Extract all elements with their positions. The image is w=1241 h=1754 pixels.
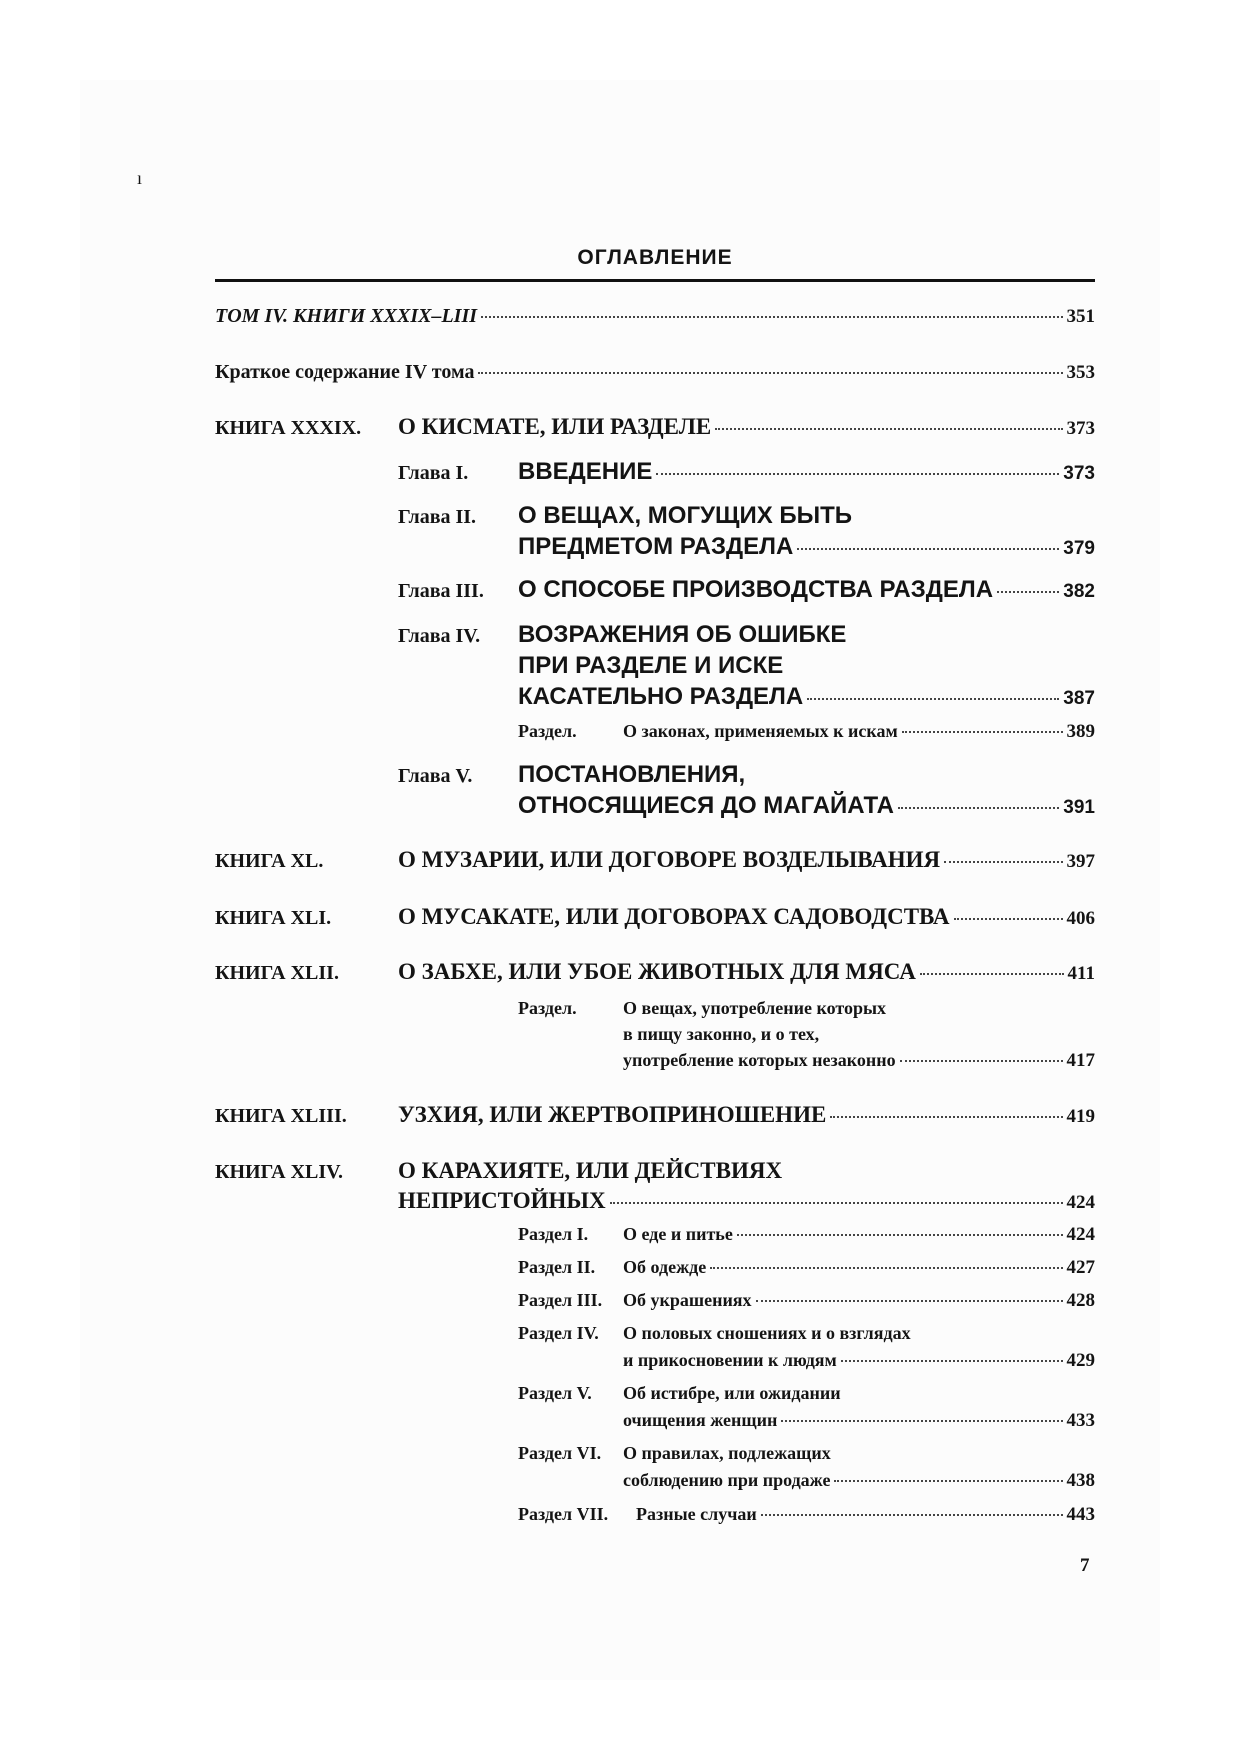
page-ref: 382 [1063, 581, 1095, 602]
page-ref: 424 [1066, 1192, 1095, 1213]
page-ref: 443 [1066, 1504, 1095, 1525]
leader-dots [997, 591, 1059, 593]
book-label: КНИГА XLII. [215, 962, 339, 984]
book-label: КНИГА XXXIX. [215, 417, 362, 439]
section-label: Раздел II. [518, 1257, 596, 1277]
section-title-line: О вещах, употребление которых [623, 998, 887, 1018]
stray-mark: ı [137, 168, 143, 188]
toc-entry-volume[interactable] [215, 305, 1095, 328]
page-ref: 389 [1066, 721, 1095, 742]
section-label: Раздел. [518, 721, 577, 741]
chapter-title: КАСАТЕЛЬНО РАЗДЕЛА [518, 683, 804, 710]
page-ref: 433 [1066, 1410, 1095, 1431]
page-ref: 397 [1066, 851, 1095, 872]
chapter-label: Глава II. [398, 506, 477, 528]
chapter-label: Глава I. [398, 462, 469, 484]
book-title: О МУСАКАТЕ, ИЛИ ДОГОВОРАХ САДОВОДСТВА [398, 904, 950, 929]
leader-dots [781, 1420, 1062, 1422]
section-title: Об украшениях [623, 1290, 752, 1310]
leader-dots [900, 1060, 1063, 1062]
toc-entry-section[interactable] [623, 1350, 1095, 1372]
chapter-label: Глава V. [398, 765, 473, 787]
page-ref: 379 [1063, 538, 1095, 559]
toc-entry-section[interactable] [623, 1257, 1095, 1279]
chapter-title-line: ВОЗРАЖЕНИЯ ОБ ОШИБКЕ [518, 621, 847, 648]
section-label: Раздел. [518, 998, 577, 1018]
page-ref: 417 [1066, 1050, 1095, 1071]
toc-entry-book41[interactable] [398, 904, 1095, 930]
section-title: Об одежде [623, 1257, 707, 1277]
book-label: КНИГА XL. [215, 850, 324, 872]
toc-entry-chapter-2[interactable] [518, 533, 1095, 561]
volume-title: ТОМ IV. КНИГИ XXXIX–LIII [215, 305, 478, 327]
title-rule [215, 279, 1095, 282]
section-title: очищения женщин [623, 1410, 778, 1430]
leader-dots [478, 372, 1062, 374]
chapter-title-line: ПРИ РАЗДЕЛЕ И ИСКЕ [518, 652, 784, 679]
page-ref: 429 [1066, 1350, 1095, 1371]
section-title-line: Об истибре, или ожидании [623, 1383, 841, 1403]
section-label: Раздел III. [518, 1290, 603, 1310]
book-label: КНИГА XLI. [215, 907, 332, 929]
page-ref: 391 [1063, 797, 1095, 818]
page-ref: 351 [1066, 306, 1095, 327]
page-ref: 411 [1067, 963, 1095, 984]
toc-entry-section[interactable] [623, 1224, 1095, 1246]
section-label: Раздел IV. [518, 1323, 599, 1343]
leader-dots [761, 1514, 1063, 1516]
toc-entry-summary[interactable] [215, 361, 1095, 384]
section-label: Раздел VII. [518, 1504, 609, 1524]
toc-entry-chapter-1[interactable] [518, 458, 1095, 486]
section-title: употребление которых незаконно [623, 1050, 896, 1070]
leader-dots [756, 1300, 1063, 1302]
leader-dots [834, 1480, 1062, 1482]
book-label: КНИГА XLIV. [215, 1161, 344, 1183]
leader-dots [954, 918, 1063, 920]
section-label: Раздел I. [518, 1224, 589, 1244]
toc-entry-book40[interactable] [398, 847, 1095, 873]
toc-entry-chapter-5[interactable] [518, 792, 1095, 820]
chapter-label: Глава III. [398, 580, 484, 602]
leader-dots [920, 973, 1064, 975]
toc-entry-book39[interactable] [398, 414, 1095, 440]
leader-dots [898, 807, 1059, 809]
chapter-title: ВВЕДЕНИЕ [518, 458, 653, 485]
chapter-title: ПРЕДМЕТОМ РАЗДЕЛА [518, 533, 794, 560]
leader-dots [656, 473, 1059, 475]
book-title: НЕПРИСТОЙНЫХ [398, 1188, 606, 1213]
page-ref: 428 [1066, 1290, 1095, 1311]
section-label: Раздел V. [518, 1383, 592, 1403]
leader-dots [610, 1202, 1063, 1204]
book-title: УЗХИЯ, ИЛИ ЖЕРТВОПРИНОШЕНИЕ [398, 1102, 827, 1127]
book-title: О МУЗАРИИ, ИЛИ ДОГОВОРЕ ВОЗДЕЛЫВАНИЯ [398, 847, 941, 872]
toc-entry-book44[interactable] [398, 1188, 1095, 1214]
toc-entry-chapter-4[interactable] [518, 683, 1095, 711]
section-title: соблюдению при продаже [623, 1470, 831, 1490]
page-ref: 373 [1066, 418, 1095, 439]
chapter-label: Глава IV. [398, 625, 481, 647]
section-label: Раздел VI. [518, 1443, 602, 1463]
book-label: КНИГА XLIII. [215, 1105, 347, 1127]
toc-entry-section[interactable] [623, 1050, 1095, 1072]
toc-entry-section[interactable] [623, 1470, 1095, 1492]
toc-entry-chapter-3[interactable] [518, 576, 1095, 604]
section-title: О законах, применяемых к искам [623, 721, 898, 741]
leader-dots [481, 316, 1062, 318]
leader-dots [830, 1116, 1062, 1118]
page-ref: 373 [1063, 463, 1095, 484]
leader-dots [944, 861, 1062, 863]
book-title: О ЗАБХЕ, ИЛИ УБОЕ ЖИВОТНЫХ ДЛЯ МЯСА [398, 959, 916, 984]
section-title-line: в пищу законно, и о тех, [623, 1024, 820, 1044]
book-title: О КИСМАТЕ, ИЛИ РАЗДЕЛЕ [398, 414, 712, 439]
section-title: и прикосновении к людям [623, 1350, 837, 1370]
section-title-line: О правилах, подлежащих [623, 1443, 831, 1463]
chapter-title-line: ПОСТАНОВЛЕНИЯ, [518, 761, 746, 788]
page-ref: 406 [1066, 908, 1095, 929]
summary-title: Краткое содержание IV тома [215, 361, 475, 383]
toc-entry-section[interactable] [623, 721, 1095, 743]
leader-dots [710, 1267, 1062, 1269]
page-ref: 424 [1066, 1224, 1095, 1245]
page-ref: 438 [1066, 1470, 1095, 1491]
page-ref: 427 [1066, 1257, 1095, 1278]
page-number: 7 [1080, 1555, 1090, 1576]
chapter-title-line: О ВЕЩАХ, МОГУЩИХ БЫТЬ [518, 502, 853, 529]
toc-entry-book42[interactable] [398, 959, 1095, 985]
toc-entry-book43[interactable] [398, 1102, 1095, 1128]
leader-dots [797, 548, 1059, 550]
page-title: ОГЛАВЛЕНИЕ [577, 246, 733, 269]
page-ref: 419 [1066, 1106, 1095, 1127]
leader-dots [902, 731, 1063, 733]
leader-dots [715, 428, 1062, 430]
section-title-line: О половых сношениях и о взглядах [623, 1323, 911, 1343]
book-title-line: О КАРАХИЯТЕ, ИЛИ ДЕЙСТВИЯХ [398, 1158, 783, 1183]
leader-dots [807, 698, 1059, 700]
toc-entry-section[interactable] [636, 1504, 1095, 1526]
toc-entry-section[interactable] [623, 1410, 1095, 1432]
leader-dots [841, 1360, 1063, 1362]
section-title: О еде и питье [623, 1224, 733, 1244]
page-ref: 387 [1063, 688, 1095, 709]
toc-entry-section[interactable] [623, 1290, 1095, 1312]
chapter-title: О СПОСОБЕ ПРОИЗВОДСТВА РАЗДЕЛА [518, 576, 994, 603]
chapter-title: ОТНОСЯЩИЕСЯ ДО МАГАЙАТА [518, 792, 894, 819]
section-title: Разные случаи [636, 1504, 757, 1524]
page-ref: 353 [1066, 362, 1095, 383]
leader-dots [737, 1234, 1063, 1236]
